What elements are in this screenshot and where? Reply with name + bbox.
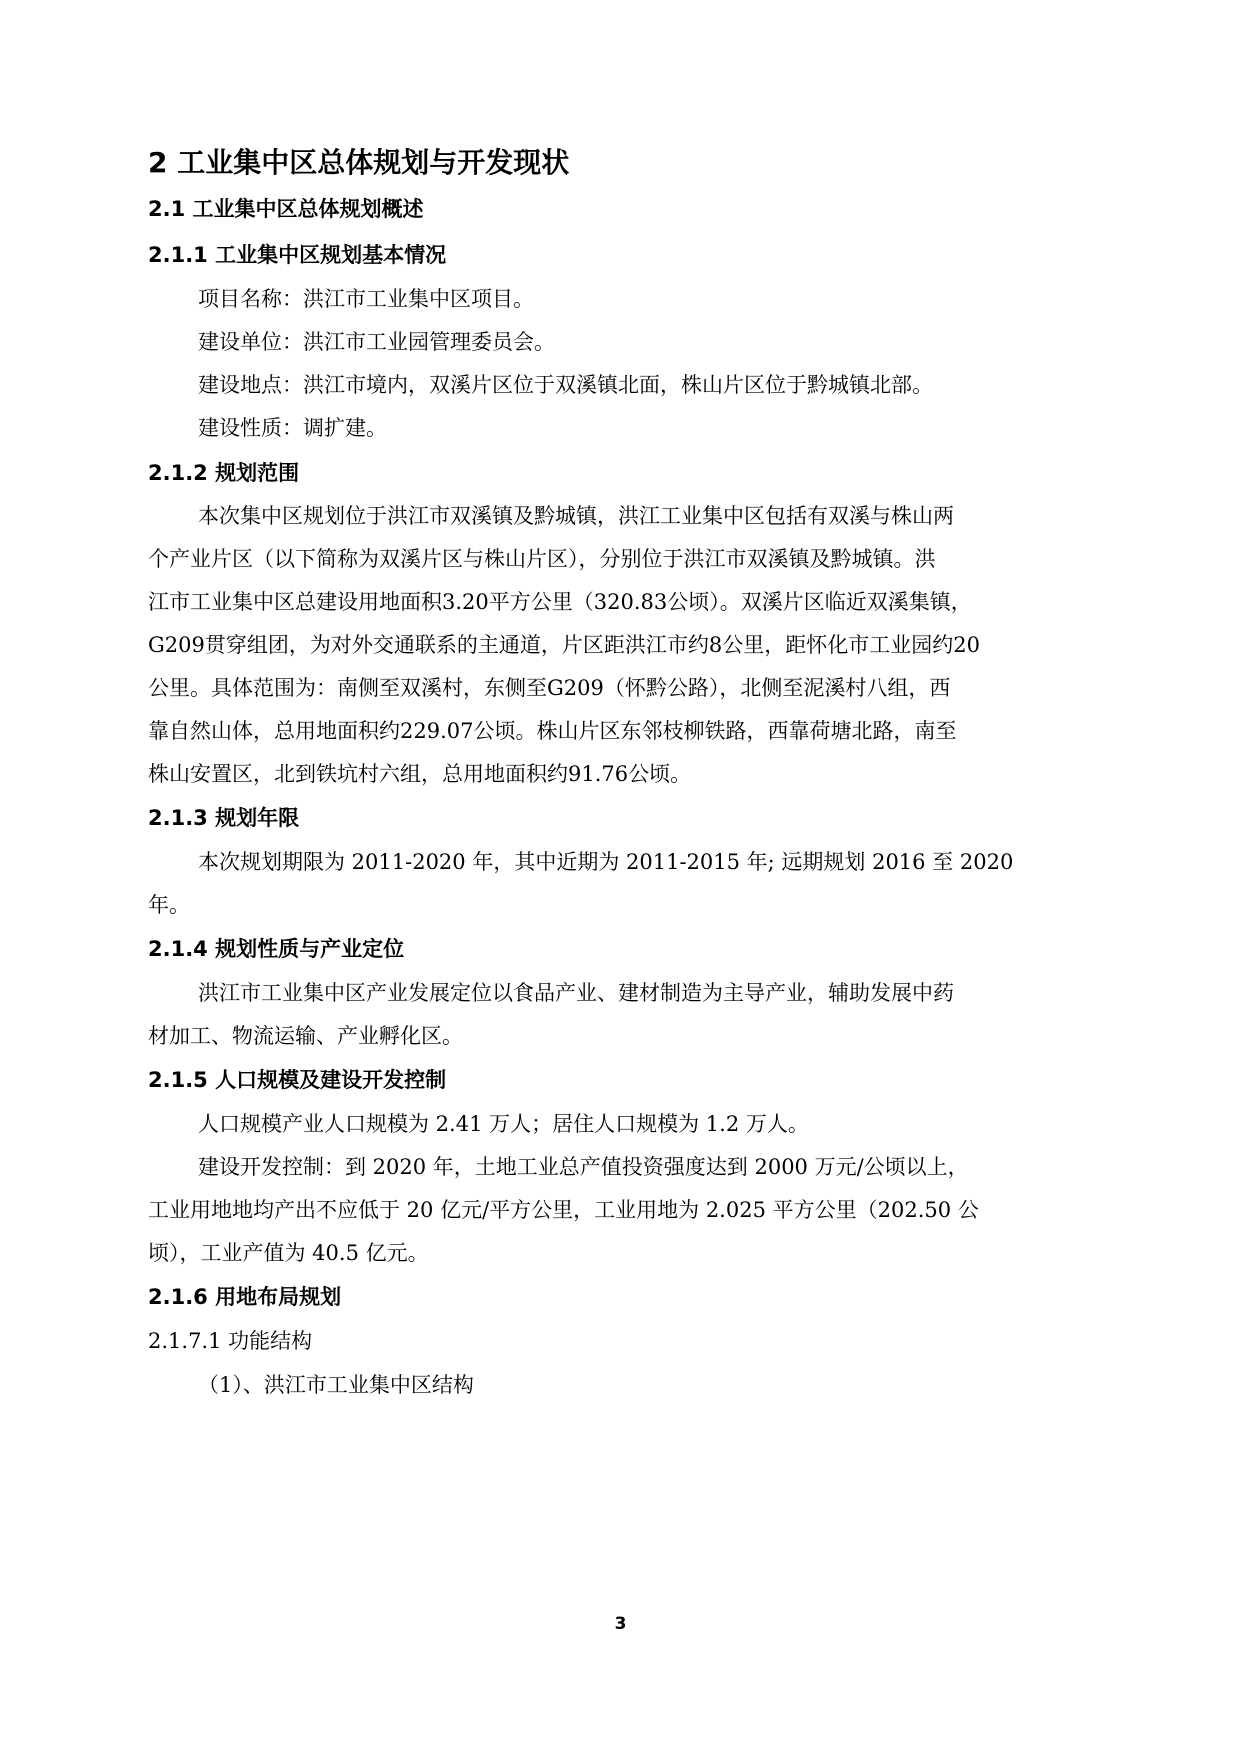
paragraph-line: 建设单位：洪江市工业园管理委员会。 (198, 330, 555, 354)
paragraph-line: 人口规模产业人口规模为 2.41 万人；居住人口规模为 1.2 万人。 (198, 1112, 809, 1136)
paragraph-line: 个产业片区（以下简称为双溪片区与株山片区），分别位于洪江市双溪镇及黔城镇。洪 (148, 547, 936, 571)
paragraph-line: 建设开发控制：到 2020 年，土地工业总产值投资强度达到 2000 万元/公顷以上， (198, 1155, 969, 1179)
paragraph-line: 江市工业集中区总建设用地面积3.20平方公里（320.83公顷）。双溪片区临近双溪集镇， (148, 590, 972, 614)
period-heading: 2.1.3 规划年限 (148, 806, 300, 830)
paragraph-line: 材加工、物流运输、产业孵化区。 (148, 1024, 463, 1048)
page-number: 3 (614, 1614, 627, 1634)
paragraph-line: 项目名称：洪江市工业集中区项目。 (198, 287, 534, 311)
paragraph-line: 工业用地地均产出不应低于 20 亿元/平方公里，工业用地为 2.025 平方公里（202.50 公 (148, 1198, 979, 1222)
function-structure-heading: 2.1.7.1 功能结构 (148, 1329, 313, 1353)
paragraph-line: 靠自然山体，总用地面积约229.07公顷。株山片区东邻枝柳铁路，西靠荷塘北路，南至 (148, 719, 957, 743)
paragraph-line: 本次集中区规划位于洪江市双溪镇及黔城镇，洪江工业集中区包括有双溪与株山两 (198, 504, 954, 528)
paragraph-line: 年。 (148, 893, 190, 917)
scope-heading: 2.1.2 规划范围 (148, 461, 300, 485)
population-heading: 2.1.5 人口规模及建设开发控制 (148, 1068, 447, 1092)
landuse-heading: 2.1.6 用地布局规划 (148, 1285, 342, 1309)
paragraph-line: 建设地点：洪江市境内，双溪片区位于双溪镇北面，株山片区位于黔城镇北部。 (198, 373, 933, 397)
paragraph-line: 建设性质：调扩建。 (198, 416, 387, 440)
paragraph-line: 本次规划期限为 2011-2020 年，其中近期为 2011-2015 年; 远期规划 2016 至 2020 (198, 850, 1014, 874)
overview-heading: 2.1 工业集中区总体规划概述 (148, 197, 424, 221)
basic-heading: 2.1.1 工业集中区规划基本情况 (148, 243, 447, 267)
section-title: 2 工业集中区总体规划与开发现状 (148, 146, 570, 179)
paragraph-line: 公里。具体范围为：南侧至双溪村，东侧至G209（怀黔公路），北侧至泥溪村八组，西 (148, 676, 951, 700)
list-item: （1）、洪江市工业集中区结构 (198, 1373, 474, 1397)
paragraph-line: G209贯穿组团，为对外交通联系的主通道，片区距洪江市约8公里，距怀化市工业园约20 (148, 633, 980, 657)
paragraph-line: 株山安置区，北到铁坑村六组，总用地面积约91.76公顷。 (148, 762, 692, 786)
nature-heading: 2.1.4 规划性质与产业定位 (148, 937, 405, 961)
paragraph-line: 顷），工业产值为 40.5 亿元。 (148, 1241, 429, 1265)
paragraph-line: 洪江市工业集中区产业发展定位以食品产业、建材制造为主导产业，辅助发展中药 (198, 981, 954, 1005)
